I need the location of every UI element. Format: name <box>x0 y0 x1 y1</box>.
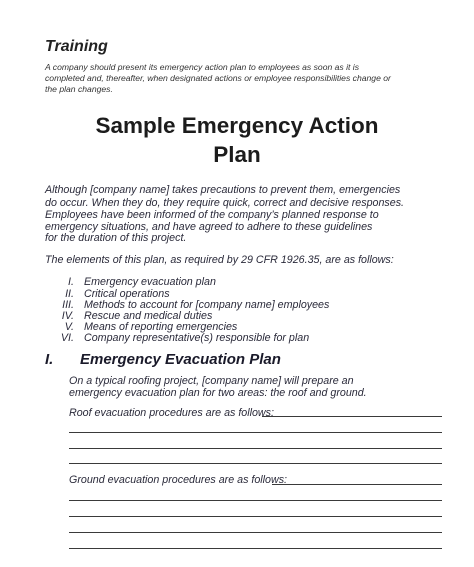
element-text: Rescue and medical duties <box>84 310 213 322</box>
ground-evacuation-label: Ground evacuation procedures are as follows: <box>69 474 288 486</box>
intro-line: for the duration of this project. <box>45 232 187 244</box>
element-text: Critical operations <box>84 288 170 300</box>
fill-in-line <box>69 548 442 549</box>
element-number: III. <box>62 299 74 311</box>
fill-in-line <box>69 532 442 533</box>
fill-in-line <box>69 463 442 464</box>
element-number: I. <box>68 276 74 288</box>
training-text-line: completed and, thereafter, when designated actions or employee responsibilities change or <box>45 73 391 83</box>
fill-in-line <box>272 484 442 485</box>
roof-evacuation-label: Roof evacuation procedures are as follows: <box>69 407 274 419</box>
elements-intro: The elements of this plan, as required by 29 CFR 1926.35, are as follows: <box>45 254 394 266</box>
section-number: I. <box>45 351 54 368</box>
fill-in-line <box>262 416 442 417</box>
intro-line: emergency situations, and have agreed to adhere to these guidelines <box>45 221 373 233</box>
element-number: II. <box>65 288 74 300</box>
intro-line: Employees have been informed of the company’s planned response to <box>45 209 379 221</box>
intro-line: do occur. When they do, they require quick, correct and decisive responses. <box>45 197 405 209</box>
element-number: V. <box>64 321 74 333</box>
document-title-line-2: Plan <box>213 142 261 167</box>
training-heading: Training <box>45 38 108 55</box>
section-text-line: On a typical roofing project, [company name] will prepare an <box>69 375 354 387</box>
element-text: Company representative(s) responsible for plan <box>84 332 310 344</box>
fill-in-line <box>69 516 442 517</box>
fill-in-line <box>69 500 442 501</box>
element-number: IV. <box>61 310 74 322</box>
element-text: Means of reporting emergencies <box>84 321 238 333</box>
intro-line: Although [company name] takes precautions to prevent them, emergencies <box>45 184 401 196</box>
section-text-line: emergency evacuation plan for two areas: the roof and ground. <box>69 387 367 399</box>
section-title: Emergency Evacuation Plan <box>80 351 281 368</box>
element-number: VI. <box>60 332 74 344</box>
training-text-line: A company should present its emergency action plan to employees as soon as it is <box>45 62 359 72</box>
fill-in-line <box>69 448 442 449</box>
document-title-line-1: Sample Emergency Action <box>95 113 379 138</box>
fill-in-line <box>69 432 442 433</box>
element-text: Emergency evacuation plan <box>84 276 216 288</box>
element-text: Methods to account for [company name] employees <box>84 299 330 311</box>
training-text-line: the plan changes. <box>45 84 113 94</box>
